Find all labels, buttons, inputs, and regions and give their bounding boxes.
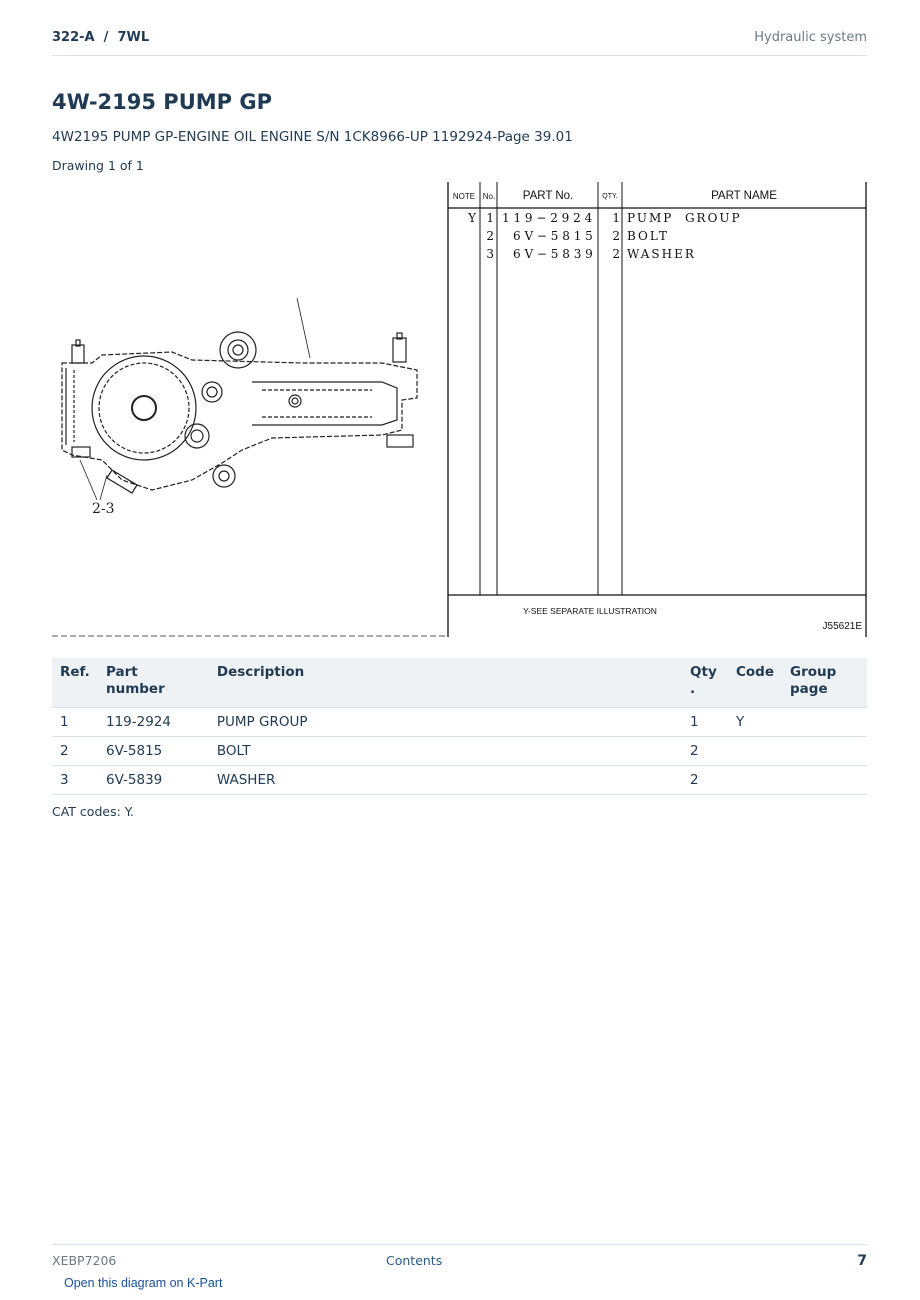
- table-row: [52, 737, 867, 766]
- row1-qty: 1: [612, 211, 620, 225]
- row1-partno: 1 1 9 − 2 9 2 4: [502, 211, 593, 225]
- cell-code: [728, 766, 782, 795]
- header-qty-suffix: .: [690, 681, 696, 697]
- cell-ref: 2: [52, 737, 98, 766]
- drawing-count: Drawing 1 of 1: [52, 158, 144, 173]
- cell-part-number: 6V-5815: [98, 737, 209, 766]
- row2-partno: 6 V − 5 8 1 5: [513, 229, 593, 243]
- col-qty-header: QTY.: [602, 193, 618, 200]
- col-no-header: No.: [482, 192, 496, 201]
- contents-link[interactable]: Contents: [386, 1253, 443, 1268]
- header-qty: [682, 658, 728, 708]
- parts-table-header: [52, 658, 867, 708]
- document-id: XEBP7206: [52, 1253, 117, 1268]
- drawing-id: J55621E: [822, 621, 862, 632]
- cell-group-page: [782, 737, 867, 766]
- cell-description: PUMP GROUP: [209, 708, 682, 737]
- drawing-footnote: Y-SEE SEPARATE ILLUSTRATION: [523, 606, 657, 616]
- header-code: Code: [728, 658, 782, 708]
- model-label: 322-A / 7WL: [52, 30, 150, 45]
- cat-codes-note: CAT codes: Y.: [52, 804, 134, 819]
- pump-illustration: [62, 298, 417, 500]
- header-qty-label: Qty: [690, 664, 717, 680]
- cell-code: Y: [728, 708, 782, 737]
- cell-ref: 3: [52, 766, 98, 795]
- col-partname-header: PART NAME: [711, 190, 777, 202]
- cell-qty: 1: [682, 708, 728, 737]
- row2-qty: 2: [612, 229, 620, 243]
- cell-qty: 2: [682, 737, 728, 766]
- cell-ref: 1: [52, 708, 98, 737]
- row2-no: 2: [486, 229, 494, 243]
- open-kpart-link[interactable]: Open this diagram on K-Part: [64, 1276, 223, 1290]
- header-part-number: Part number: [98, 658, 209, 708]
- table-row: [52, 708, 867, 737]
- col-partno-header: PART No.: [522, 190, 574, 202]
- cell-qty: 2: [682, 766, 728, 795]
- cell-code: [728, 737, 782, 766]
- row1-no: 1: [486, 211, 494, 225]
- row3-partno: 6 V − 5 8 3 9: [513, 247, 593, 261]
- cell-group-page: [782, 708, 867, 737]
- row1-partname: PUMP GROUP: [627, 211, 742, 225]
- section-label: Hydraulic system: [754, 30, 867, 45]
- page-subtitle: 4W2195 PUMP GP-ENGINE OIL ENGINE S/N 1CK8966-UP 1192924-Page 39.01: [52, 129, 573, 145]
- header-ref: Ref.: [52, 658, 98, 708]
- parts-drawing: [52, 180, 867, 637]
- header-page-label: page: [790, 681, 828, 697]
- page-header: [52, 28, 867, 56]
- drawing-parts-list: [448, 182, 866, 637]
- cell-group-page: [782, 766, 867, 795]
- header-group-page: [782, 658, 867, 708]
- row3-partname: WASHER: [627, 247, 696, 261]
- cell-part-number: 119-2924: [98, 708, 209, 737]
- row3-no: 3: [486, 247, 494, 261]
- col-note-header: NOTE: [452, 192, 476, 201]
- page-number: 7: [857, 1253, 867, 1269]
- table-row: [52, 766, 867, 795]
- row2-partname: BOLT: [627, 229, 669, 243]
- cell-description: WASHER: [209, 766, 682, 795]
- cell-description: BOLT: [209, 737, 682, 766]
- header-description: Description: [209, 658, 682, 708]
- header-group-label: Group: [790, 664, 837, 680]
- row1-note: Y: [468, 211, 476, 225]
- callout-label: 2-3: [92, 501, 115, 517]
- page-footer: [52, 1244, 867, 1275]
- parts-table: [52, 658, 867, 795]
- drawing-svg: [52, 180, 867, 637]
- row3-qty: 2: [612, 247, 620, 261]
- cell-part-number: 6V-5839: [98, 766, 209, 795]
- page-title: 4W-2195 PUMP GP: [52, 90, 272, 114]
